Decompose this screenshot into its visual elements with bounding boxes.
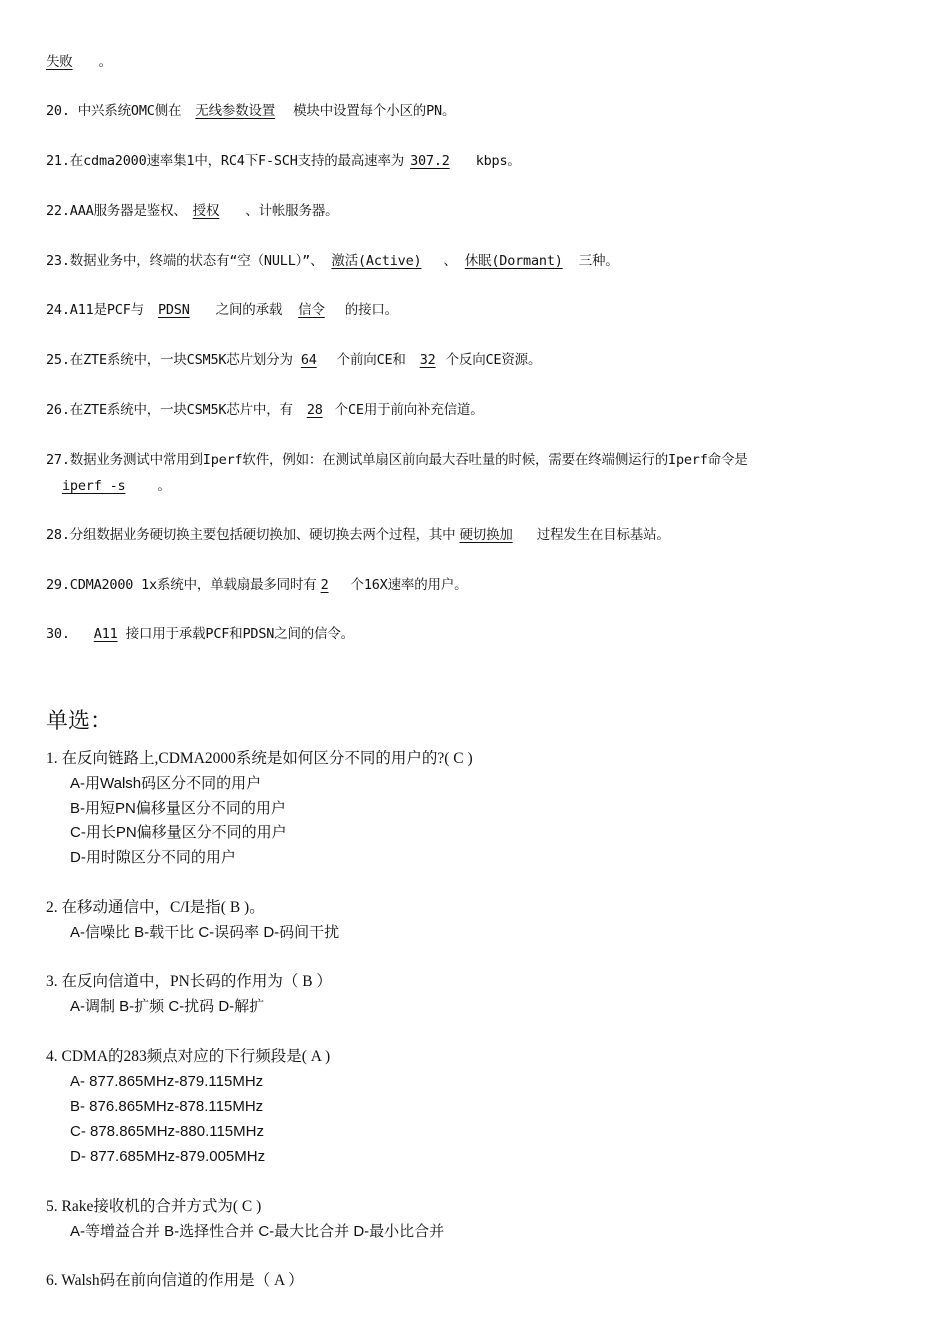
sc-q4-option-a: A- 877.865MHz-879.115MHz	[70, 1073, 264, 1090]
question-24: 24.A11是PCF与 PDSN 之间的承载 信令 的接口。	[46, 302, 398, 318]
question-25: 25.在ZTE系统中，一块CSM5K芯片划分为 64 个前向CE和 32 个反向CE资源。	[46, 352, 542, 368]
sc-q4-option-c: C- 878.865MHz-880.115MHz	[70, 1123, 264, 1140]
q25-answer-2: 32	[419, 352, 436, 368]
sc-q4-option-b: B- 876.865MHz-878.115MHz	[70, 1098, 264, 1115]
section-heading-single-choice: 单选：	[46, 709, 113, 734]
q22-answer: 授权	[192, 203, 220, 219]
q30-answer: A11	[93, 626, 118, 642]
question-29: 29.CDMA2000 1x系统中，单载扇最多同时有 2 个16X速率的用户。	[46, 577, 468, 593]
sc-q4-option-d: D- 877.685MHz-879.005MHz	[70, 1148, 266, 1165]
sc-question-3: 3. 在反向信道中，PN长码的作用为（ B ）	[46, 973, 332, 990]
q21-answer: 307.2	[410, 153, 450, 169]
q26-answer: 28	[306, 402, 323, 418]
question-30: 30. A11 接口用于承载PCF和PDSN之间的信令。	[46, 626, 354, 642]
q29-answer: 2	[320, 577, 329, 593]
q28-answer: 硬切换加	[459, 527, 513, 543]
sc-q5-options: A-等增益合并 B-选择性合并 C-最大比合并 D-最小比合并	[70, 1223, 445, 1240]
q19-tail: 失败 。	[46, 54, 112, 70]
question-26: 26.在ZTE系统中，一块CSM5K芯片中，有 28 个CE用于前向补充信道。	[46, 402, 484, 418]
question-27: 27.数据业务测试中常用到Iperf软件，例如：在测试单扇区前向最大吞吐量的时候，需要在终端侧运行的Iperf命令是	[46, 452, 748, 468]
sc-q1-option-a: A-用Walsh码区分不同的用户	[70, 775, 262, 792]
q20-answer: 无线参数设置	[195, 103, 276, 119]
q24-answer-2: 信令	[298, 302, 325, 318]
q27-answer: iperf -s	[62, 478, 126, 494]
sc-q2-options: A-信噪比 B-载干比 C-误码率 D-码间干扰	[70, 924, 340, 941]
q25-answer-1: 64	[300, 352, 317, 368]
question-28: 28.分组数据业务硬切换主要包括硬切换加、硬切换去两个过程，其中 硬切换加 过程发生在目标基站。	[46, 527, 670, 543]
sc-question-6: 6. Walsh码在前向信道的作用是（ A ）	[46, 1272, 304, 1289]
sc-q1-option-b: B-用短PN偏移量区分不同的用户	[70, 800, 286, 817]
sc-question-5: 5. Rake接收机的合并方式为( C )	[46, 1198, 262, 1215]
sc-q1-option-c: C-用长PN偏移量区分不同的用户	[70, 824, 287, 841]
q24-answer-1: PDSN	[157, 302, 190, 318]
question-27-answer-line: iperf -s 。	[46, 476, 171, 496]
question-22: 22.AAA服务器是鉴权、 授权 、计帐服务器。	[46, 203, 339, 219]
question-23: 23.数据业务中，终端的状态有“空（NULL）”、 激活(Active) 、 休眠(Dormant) 三种。	[46, 253, 619, 269]
q19-answer: 失败	[46, 54, 73, 70]
q23-answer-2: 休眠(Dormant)	[464, 253, 563, 269]
q23-answer-1: 激活(Active)	[331, 253, 422, 269]
sc-question-2: 2. 在移动通信中，C/I是指( B )。	[46, 899, 265, 916]
sc-q3-options: A-调制 B-扩频 C-扰码 D-解扩	[70, 998, 265, 1015]
sc-q1-option-d: D-用时隙区分不同的用户	[70, 849, 236, 866]
question-21: 21.在cdma2000速率集1中，RC4下F-SCH支持的最高速率为 307.2 kbps。	[46, 153, 521, 169]
question-20: 20. 中兴系统OMC侧在 无线参数设置 模块中设置每个小区的PN。	[46, 103, 456, 119]
sc-question-1: 1. 在反向链路上,CDMA2000系统是如何区分不同的用户的?( C )	[46, 750, 473, 767]
sc-question-4: 4. CDMA的283频点对应的下行频段是( A )	[46, 1048, 331, 1065]
